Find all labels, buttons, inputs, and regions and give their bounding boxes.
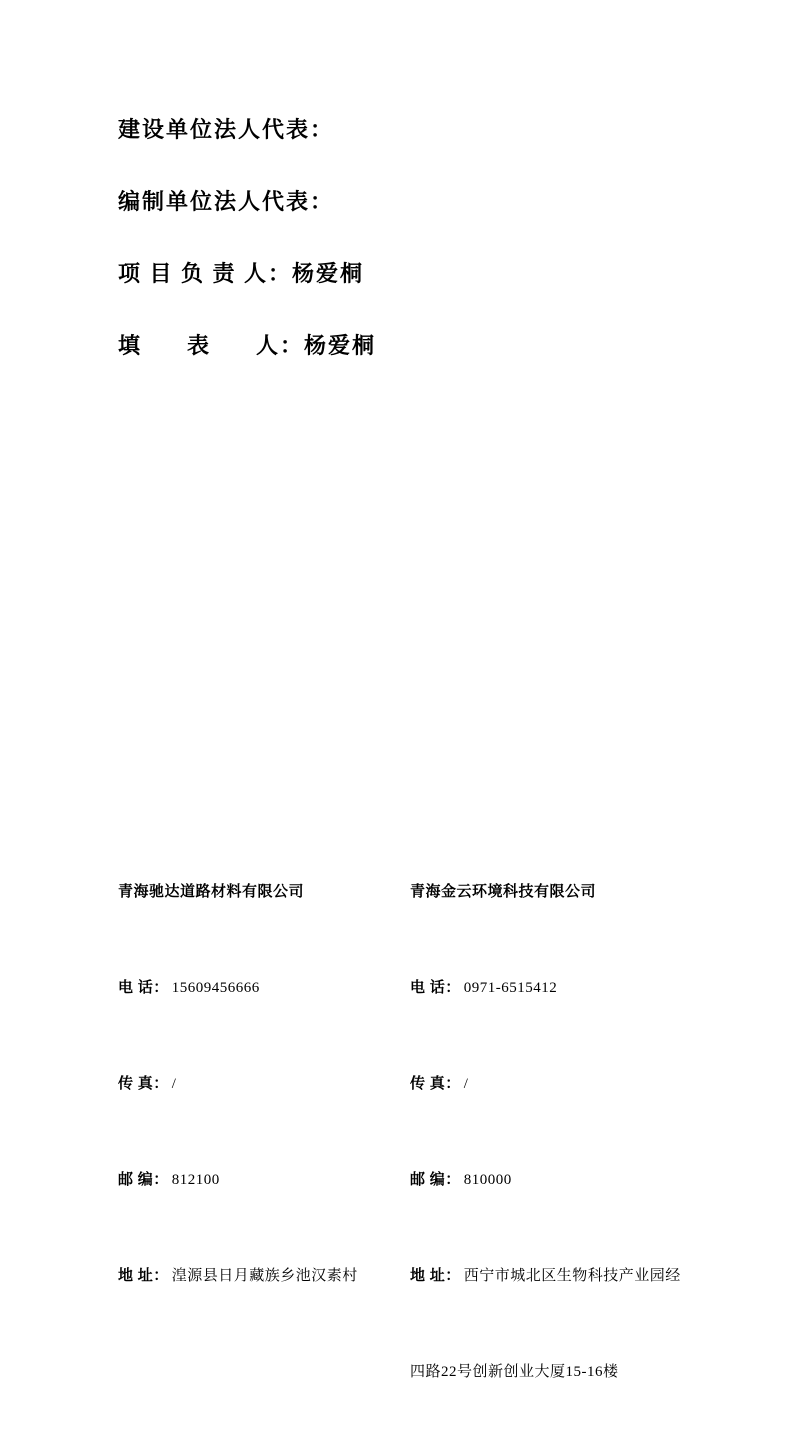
- signature-value: 杨爱桐: [292, 261, 365, 286]
- phone-field: [118, 972, 403, 1004]
- postcode-value: 812100: [171, 1172, 220, 1188]
- phone-value: 0971-6515412: [463, 980, 558, 996]
- postcode-value: 810000: [463, 1172, 512, 1188]
- postcode-field: [118, 1164, 403, 1196]
- address-wrap-line: 四路22号创新创业大厦15-16楼: [410, 1364, 619, 1380]
- contact-column-consulting-company: [410, 812, 740, 1452]
- address-value: 西宁市城北区生物科技产业园经: [463, 1268, 681, 1284]
- address-field: [410, 1260, 740, 1292]
- signature-block: [118, 94, 678, 382]
- fax-field: [410, 1068, 740, 1100]
- company-name: 青海金云环境科技有限公司: [410, 884, 597, 900]
- phone-value: 15609456666: [171, 980, 260, 996]
- address-value: 湟源县日月藏族乡池汉素村: [171, 1268, 358, 1284]
- signature-label: 建设单位法人代表：: [118, 117, 335, 142]
- fax-field: [118, 1068, 403, 1100]
- address-field: [118, 1260, 403, 1292]
- signature-label: 项 目 负 责 人：: [118, 261, 293, 286]
- phone-field: [410, 972, 740, 1004]
- postcode-field: [410, 1164, 740, 1196]
- address-label: 地 址：: [410, 1268, 461, 1284]
- signature-line-form-filler: [118, 310, 678, 382]
- fax-value: /: [463, 1076, 469, 1092]
- signature-line-project-leader: [118, 238, 678, 310]
- phone-label: 电 话：: [410, 980, 461, 996]
- company-name: 青海驰达道路材料有限公司: [118, 884, 305, 900]
- signature-line-compiling-unit-rep: [118, 166, 678, 238]
- fax-value: /: [171, 1076, 177, 1092]
- signature-label: 编制单位法人代表：: [118, 189, 335, 214]
- signature-label: 填 表 人：: [118, 333, 305, 358]
- fax-label: 传 真：: [118, 1076, 169, 1092]
- phone-label: 电 话：: [118, 980, 169, 996]
- signature-line-construction-unit-rep: [118, 94, 678, 166]
- address-label: 地 址：: [118, 1268, 169, 1284]
- signature-value: 杨爱桐: [304, 333, 377, 358]
- fax-label: 传 真：: [410, 1076, 461, 1092]
- postcode-label: 邮 编：: [410, 1172, 461, 1188]
- contact-column-construction-company: [118, 812, 403, 1356]
- postcode-label: 邮 编：: [118, 1172, 169, 1188]
